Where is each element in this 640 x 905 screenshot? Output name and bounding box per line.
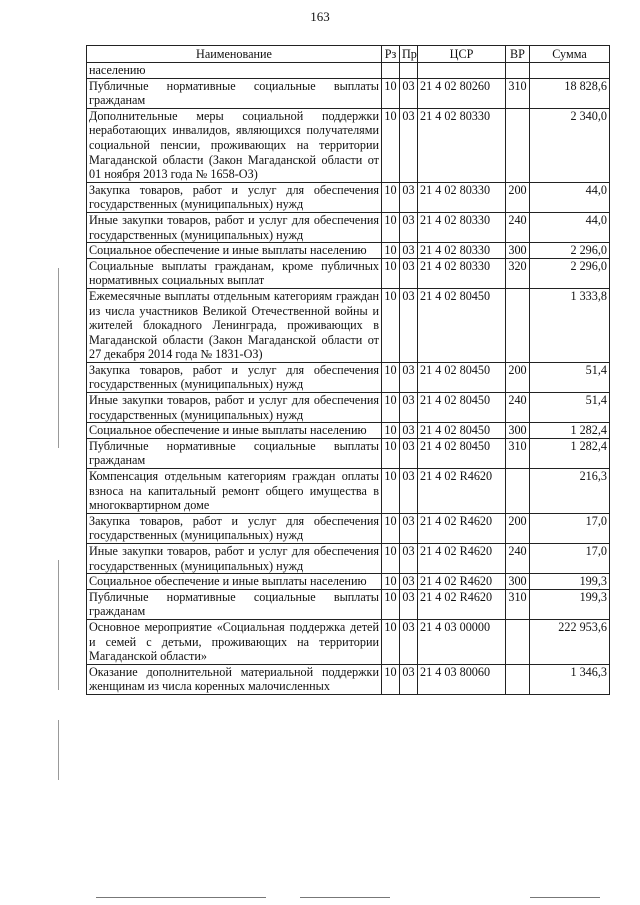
row-csr-cell: 21 4 02 80330	[418, 108, 506, 182]
row-vr-cell	[506, 108, 530, 182]
row-rz-cell: 10	[382, 664, 400, 694]
row-pr-cell: 03	[400, 243, 418, 259]
row-pr-cell: 03	[400, 78, 418, 108]
header-csr: ЦСР	[418, 46, 506, 63]
row-csr-cell: 21 4 02 R4620	[418, 544, 506, 574]
row-vr-cell: 310	[506, 78, 530, 108]
header-rz: Рз	[382, 46, 400, 63]
row-pr-cell: 03	[400, 212, 418, 242]
row-pr-cell: 03	[400, 362, 418, 392]
row-sum-cell: 17,0	[530, 544, 610, 574]
row-pr-cell: 03	[400, 423, 418, 439]
row-sum-cell: 2 340,0	[530, 108, 610, 182]
row-rz-cell: 10	[382, 544, 400, 574]
table-row	[87, 288, 610, 362]
row-rz-cell: 10	[382, 258, 400, 288]
row-pr-cell	[400, 63, 418, 79]
row-rz-cell: 10	[382, 393, 400, 423]
row-csr-cell: 21 4 02 80450	[418, 393, 506, 423]
row-csr-cell: 21 4 02 80450	[418, 362, 506, 392]
row-name-cell: Иные закупки товаров, работ и услуг для обеспечения государственных (муниципальных) нужд	[87, 544, 382, 574]
row-vr-cell: 200	[506, 182, 530, 212]
row-pr-cell: 03	[400, 619, 418, 664]
row-rz-cell: 10	[382, 423, 400, 439]
row-pr-cell: 03	[400, 258, 418, 288]
row-name-cell: Дополнительные меры социальной поддержки неработающих инвалидов, являющихся получателями социальной пенсии, проживающих на территории Магаданской области (Закон Магаданской области от 01 ноября 2013 года № 1658-ОЗ)	[87, 108, 382, 182]
row-rz-cell: 10	[382, 243, 400, 259]
row-rz-cell	[382, 63, 400, 79]
row-rz-cell: 10	[382, 78, 400, 108]
table-row	[87, 182, 610, 212]
row-sum-cell: 216,3	[530, 469, 610, 514]
row-pr-cell: 03	[400, 544, 418, 574]
row-sum-cell: 1 282,4	[530, 423, 610, 439]
row-name-cell: Социальное обеспечение и иные выплаты населению	[87, 243, 382, 259]
margin-mark	[58, 560, 59, 690]
row-vr-cell	[506, 619, 530, 664]
table-row	[87, 258, 610, 288]
bottom-rule	[96, 897, 266, 898]
row-vr-cell: 240	[506, 212, 530, 242]
row-name-cell: Закупка товаров, работ и услуг для обеспечения государственных (муниципальных) нужд	[87, 513, 382, 543]
row-csr-cell: 21 4 03 00000	[418, 619, 506, 664]
header-pr: Пр	[400, 46, 418, 63]
header-vr: ВР	[506, 46, 530, 63]
row-csr-cell: 21 4 02 80330	[418, 243, 506, 259]
table-row	[87, 664, 610, 694]
table-row	[87, 362, 610, 392]
row-csr-cell: 21 4 02 R4620	[418, 589, 506, 619]
row-pr-cell: 03	[400, 108, 418, 182]
row-csr-cell: 21 4 02 80330	[418, 258, 506, 288]
row-rz-cell: 10	[382, 362, 400, 392]
row-sum-cell: 1 333,8	[530, 288, 610, 362]
table-row	[87, 574, 610, 590]
row-pr-cell: 03	[400, 182, 418, 212]
row-csr-cell: 21 4 02 R4620	[418, 513, 506, 543]
header-name: Наименование	[87, 46, 382, 63]
row-vr-cell: 300	[506, 423, 530, 439]
row-name-cell: Основное мероприятие «Социальная поддержка детей и семей с детьми, проживающих на территории Магаданской области»	[87, 619, 382, 664]
header-sum: Сумма	[530, 46, 610, 63]
row-sum-cell: 44,0	[530, 182, 610, 212]
table-row	[87, 438, 610, 468]
row-name-cell: Закупка товаров, работ и услуг для обеспечения государственных (муниципальных) нужд	[87, 362, 382, 392]
row-csr-cell: 21 4 02 R4620	[418, 574, 506, 590]
row-name-cell: населению	[87, 63, 382, 79]
row-rz-cell: 10	[382, 182, 400, 212]
row-vr-cell: 300	[506, 574, 530, 590]
row-vr-cell	[506, 469, 530, 514]
row-sum-cell: 1 282,4	[530, 438, 610, 468]
row-csr-cell: 21 4 02 80260	[418, 78, 506, 108]
page-number: 163	[310, 9, 330, 24]
row-name-cell: Публичные нормативные социальные выплаты гражданам	[87, 438, 382, 468]
row-vr-cell: 310	[506, 589, 530, 619]
margin-mark	[58, 268, 59, 448]
table-row	[87, 619, 610, 664]
row-name-cell: Социальные выплаты гражданам, кроме публичных нормативных социальных выплат	[87, 258, 382, 288]
row-csr-cell: 21 4 02 80330	[418, 182, 506, 212]
row-csr-cell: 21 4 02 80450	[418, 423, 506, 439]
row-rz-cell: 10	[382, 212, 400, 242]
row-csr-cell: 21 4 02 80330	[418, 212, 506, 242]
row-rz-cell: 10	[382, 438, 400, 468]
row-rz-cell: 10	[382, 513, 400, 543]
row-vr-cell	[506, 664, 530, 694]
row-name-cell: Социальное обеспечение и иные выплаты населению	[87, 423, 382, 439]
row-csr-cell: 21 4 03 80060	[418, 664, 506, 694]
row-csr-cell: 21 4 02 80450	[418, 288, 506, 362]
row-vr-cell: 300	[506, 243, 530, 259]
row-sum-cell: 2 296,0	[530, 243, 610, 259]
row-sum-cell: 1 346,3	[530, 664, 610, 694]
row-name-cell: Социальное обеспечение и иные выплаты населению	[87, 574, 382, 590]
row-sum-cell: 222 953,6	[530, 619, 610, 664]
row-pr-cell: 03	[400, 288, 418, 362]
row-vr-cell: 320	[506, 258, 530, 288]
row-csr-cell: 21 4 02 R4620	[418, 469, 506, 514]
row-name-cell: Оказание дополнительной материальной поддержки женщинам из числа коренных малочисленных	[87, 664, 382, 694]
table-row	[87, 63, 610, 79]
row-vr-cell	[506, 63, 530, 79]
row-pr-cell: 03	[400, 574, 418, 590]
row-pr-cell: 03	[400, 513, 418, 543]
row-rz-cell: 10	[382, 108, 400, 182]
row-rz-cell: 10	[382, 619, 400, 664]
row-sum-cell: 51,4	[530, 362, 610, 392]
row-sum-cell: 17,0	[530, 513, 610, 543]
row-vr-cell: 200	[506, 362, 530, 392]
margin-mark	[58, 720, 59, 780]
row-sum-cell: 2 296,0	[530, 258, 610, 288]
row-csr-cell	[418, 63, 506, 79]
row-pr-cell: 03	[400, 438, 418, 468]
row-sum-cell: 51,4	[530, 393, 610, 423]
row-name-cell: Иные закупки товаров, работ и услуг для обеспечения государственных (муниципальных) нужд	[87, 393, 382, 423]
row-name-cell: Иные закупки товаров, работ и услуг для обеспечения государственных (муниципальных) нужд	[87, 212, 382, 242]
row-rz-cell: 10	[382, 288, 400, 362]
table-row	[87, 393, 610, 423]
row-name-cell: Компенсация отдельным категориям граждан оплаты взноса на капитальный ремонт общего имущества в многоквартирном доме	[87, 469, 382, 514]
row-pr-cell: 03	[400, 664, 418, 694]
table-row	[87, 212, 610, 242]
row-rz-cell: 10	[382, 589, 400, 619]
row-pr-cell: 03	[400, 469, 418, 514]
row-vr-cell	[506, 288, 530, 362]
table-header-row	[87, 46, 610, 63]
table-row	[87, 469, 610, 514]
row-name-cell: Публичные нормативные социальные выплаты гражданам	[87, 589, 382, 619]
bottom-rule	[300, 897, 390, 898]
row-rz-cell: 10	[382, 469, 400, 514]
table-row	[87, 513, 610, 543]
row-name-cell: Публичные нормативные социальные выплаты гражданам	[87, 78, 382, 108]
row-name-cell: Ежемесячные выплаты отдельным категориям граждан из числа участников Великой Отечественной войны и жителей блокадного Ленинграда, проживающих в Магаданской области (Закон Магаданской области от 27 декабря 2014 года № 1831-ОЗ)	[87, 288, 382, 362]
table-row	[87, 108, 610, 182]
budget-table	[86, 45, 610, 695]
row-vr-cell: 240	[506, 393, 530, 423]
row-rz-cell: 10	[382, 574, 400, 590]
row-vr-cell: 240	[506, 544, 530, 574]
table-row	[87, 589, 610, 619]
table-row	[87, 423, 610, 439]
row-sum-cell: 18 828,6	[530, 78, 610, 108]
row-csr-cell: 21 4 02 80450	[418, 438, 506, 468]
table-row	[87, 243, 610, 259]
row-vr-cell: 200	[506, 513, 530, 543]
table-row	[87, 544, 610, 574]
row-sum-cell: 44,0	[530, 212, 610, 242]
row-vr-cell: 310	[506, 438, 530, 468]
row-sum-cell: 199,3	[530, 589, 610, 619]
table-body	[87, 63, 610, 695]
row-sum-cell: 199,3	[530, 574, 610, 590]
row-sum-cell	[530, 63, 610, 79]
table-row	[87, 78, 610, 108]
row-pr-cell: 03	[400, 393, 418, 423]
row-pr-cell: 03	[400, 589, 418, 619]
row-name-cell: Закупка товаров, работ и услуг для обеспечения государственных (муниципальных) нужд	[87, 182, 382, 212]
bottom-rule	[530, 897, 600, 898]
